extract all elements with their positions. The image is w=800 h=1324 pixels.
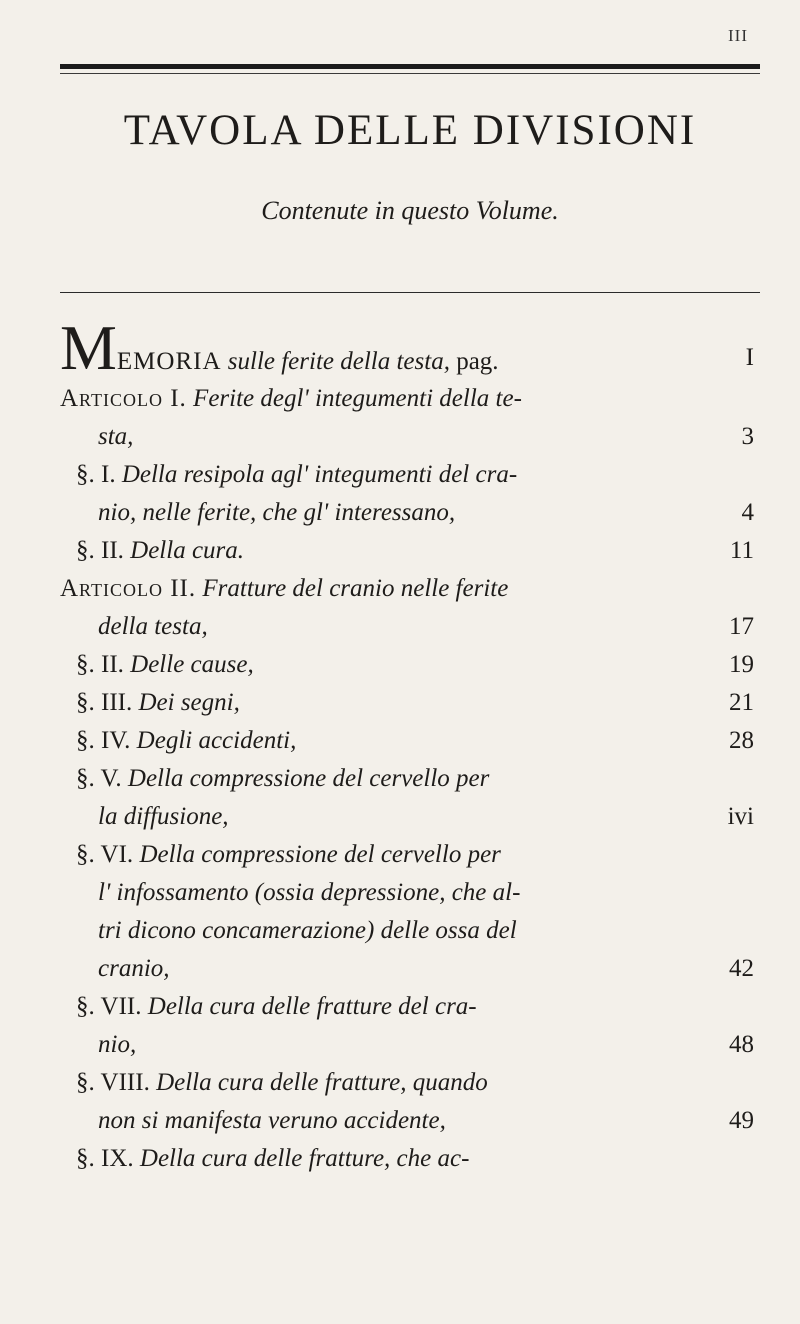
entry-title: Degli accidenti, bbox=[136, 727, 297, 754]
toc-entry-section bbox=[60, 532, 760, 570]
toc-entry-section-cont bbox=[60, 494, 760, 532]
entry-title: Della resipola agl' integumenti del cra- bbox=[121, 461, 518, 488]
toc-entry-section bbox=[60, 760, 760, 798]
toc-entry-articolo-1 bbox=[60, 380, 760, 418]
entry-label: EMORIA bbox=[116, 348, 222, 375]
toc-entry-articolo-2 bbox=[60, 570, 760, 608]
toc-entry-section-cont bbox=[60, 1026, 760, 1064]
entry-title: Delle cause, bbox=[130, 651, 254, 678]
entry-title: Della cura delle fratture, quando bbox=[156, 1069, 488, 1096]
entry-title: Della cura. bbox=[130, 537, 245, 564]
entry-page: 19 bbox=[729, 651, 754, 678]
entry-title-continued: la diffusione, bbox=[98, 803, 229, 830]
entry-title: sulle ferite della testa, bbox=[227, 348, 450, 375]
entry-title-continued: sta, bbox=[98, 423, 134, 450]
entry-title: Della compressione del cervello per bbox=[127, 765, 490, 792]
toc-entry-articolo-1-cont bbox=[60, 418, 760, 456]
toc-entry-section bbox=[60, 1140, 760, 1178]
entry-page: 49 bbox=[729, 1107, 754, 1134]
separator-rule bbox=[60, 292, 760, 293]
section-label: §. IV. bbox=[76, 727, 131, 754]
section-label: §. VII. bbox=[76, 993, 142, 1020]
entry-title-continued: non si manifesta veruno accidente, bbox=[98, 1107, 446, 1134]
drop-cap: M bbox=[60, 312, 117, 383]
entry-page: ivi bbox=[727, 803, 754, 830]
page-subtitle: Contenute in questo Volume. bbox=[261, 196, 559, 225]
entry-title-continued: tri dicono concamerazione) delle ossa del bbox=[98, 917, 517, 944]
entry-title: Fratture del cranio nelle ferite bbox=[202, 575, 509, 602]
entry-page: 28 bbox=[729, 727, 754, 754]
page-number: III bbox=[728, 26, 748, 45]
entry-page: 11 bbox=[729, 537, 754, 564]
entry-title-continued: l' infossamento (ossia depressione, che al- bbox=[98, 879, 521, 906]
pag-label: pag. bbox=[456, 348, 499, 375]
section-label: §. II. bbox=[76, 537, 124, 564]
toc-entry-section bbox=[60, 1064, 760, 1102]
top-thin-rule bbox=[60, 73, 760, 74]
section-label: §. III. bbox=[76, 689, 133, 716]
entry-title: Della cura delle fratture, che ac- bbox=[139, 1145, 470, 1172]
toc-entry-section bbox=[60, 456, 760, 494]
entry-page: 17 bbox=[729, 613, 754, 640]
entry-page: I bbox=[745, 344, 754, 371]
entry-title-continued: della testa, bbox=[98, 613, 208, 640]
entry-page: 3 bbox=[741, 423, 754, 450]
entry-title-continued: nio, bbox=[98, 1031, 137, 1058]
toc-entry-section-cont bbox=[60, 874, 760, 912]
top-thick-rule bbox=[60, 64, 760, 69]
section-label: §. VI. bbox=[76, 841, 134, 868]
entry-page: 4 bbox=[741, 499, 754, 526]
toc-entry-section bbox=[60, 646, 760, 684]
entry-label: Articolo II. bbox=[60, 575, 197, 602]
toc-entry-section-cont bbox=[60, 1102, 760, 1140]
toc-entry-memoria bbox=[60, 312, 760, 383]
entry-title-continued: cranio, bbox=[98, 955, 170, 982]
toc-entry-section-cont bbox=[60, 950, 760, 988]
section-label: §. V. bbox=[76, 765, 122, 792]
entry-label: Articolo I. bbox=[60, 385, 187, 412]
table-of-contents bbox=[60, 312, 760, 1178]
entry-title: Della compressione del cervello per bbox=[139, 841, 501, 868]
toc-entry-articolo-2-cont bbox=[60, 608, 760, 646]
toc-entry-section bbox=[60, 988, 760, 1026]
section-label: §. VIII. bbox=[76, 1069, 150, 1096]
entry-title-continued: nio, nelle ferite, che gl' interessano, bbox=[98, 499, 456, 526]
entry-title: Della cura delle fratture del cra- bbox=[147, 993, 477, 1020]
entry-title: Ferite degl' integumenti della te- bbox=[193, 385, 522, 412]
toc-entry-section bbox=[60, 836, 760, 874]
toc-entry-section-cont bbox=[60, 798, 760, 836]
entry-page: 21 bbox=[729, 689, 754, 716]
section-label: §. IX. bbox=[76, 1145, 134, 1172]
section-label: §. I. bbox=[76, 461, 116, 488]
toc-entry-section bbox=[60, 722, 760, 760]
top-double-rule bbox=[60, 64, 760, 74]
toc-entry-section bbox=[60, 684, 760, 722]
toc-entry-section-cont bbox=[60, 912, 760, 950]
entry-page: 42 bbox=[729, 955, 754, 982]
page-title: TAVOLA DELLE DIVISIONI bbox=[123, 107, 697, 154]
entry-page: 48 bbox=[729, 1031, 754, 1058]
section-label: §. II. bbox=[76, 651, 124, 678]
entry-title: Dei segni, bbox=[138, 689, 240, 716]
